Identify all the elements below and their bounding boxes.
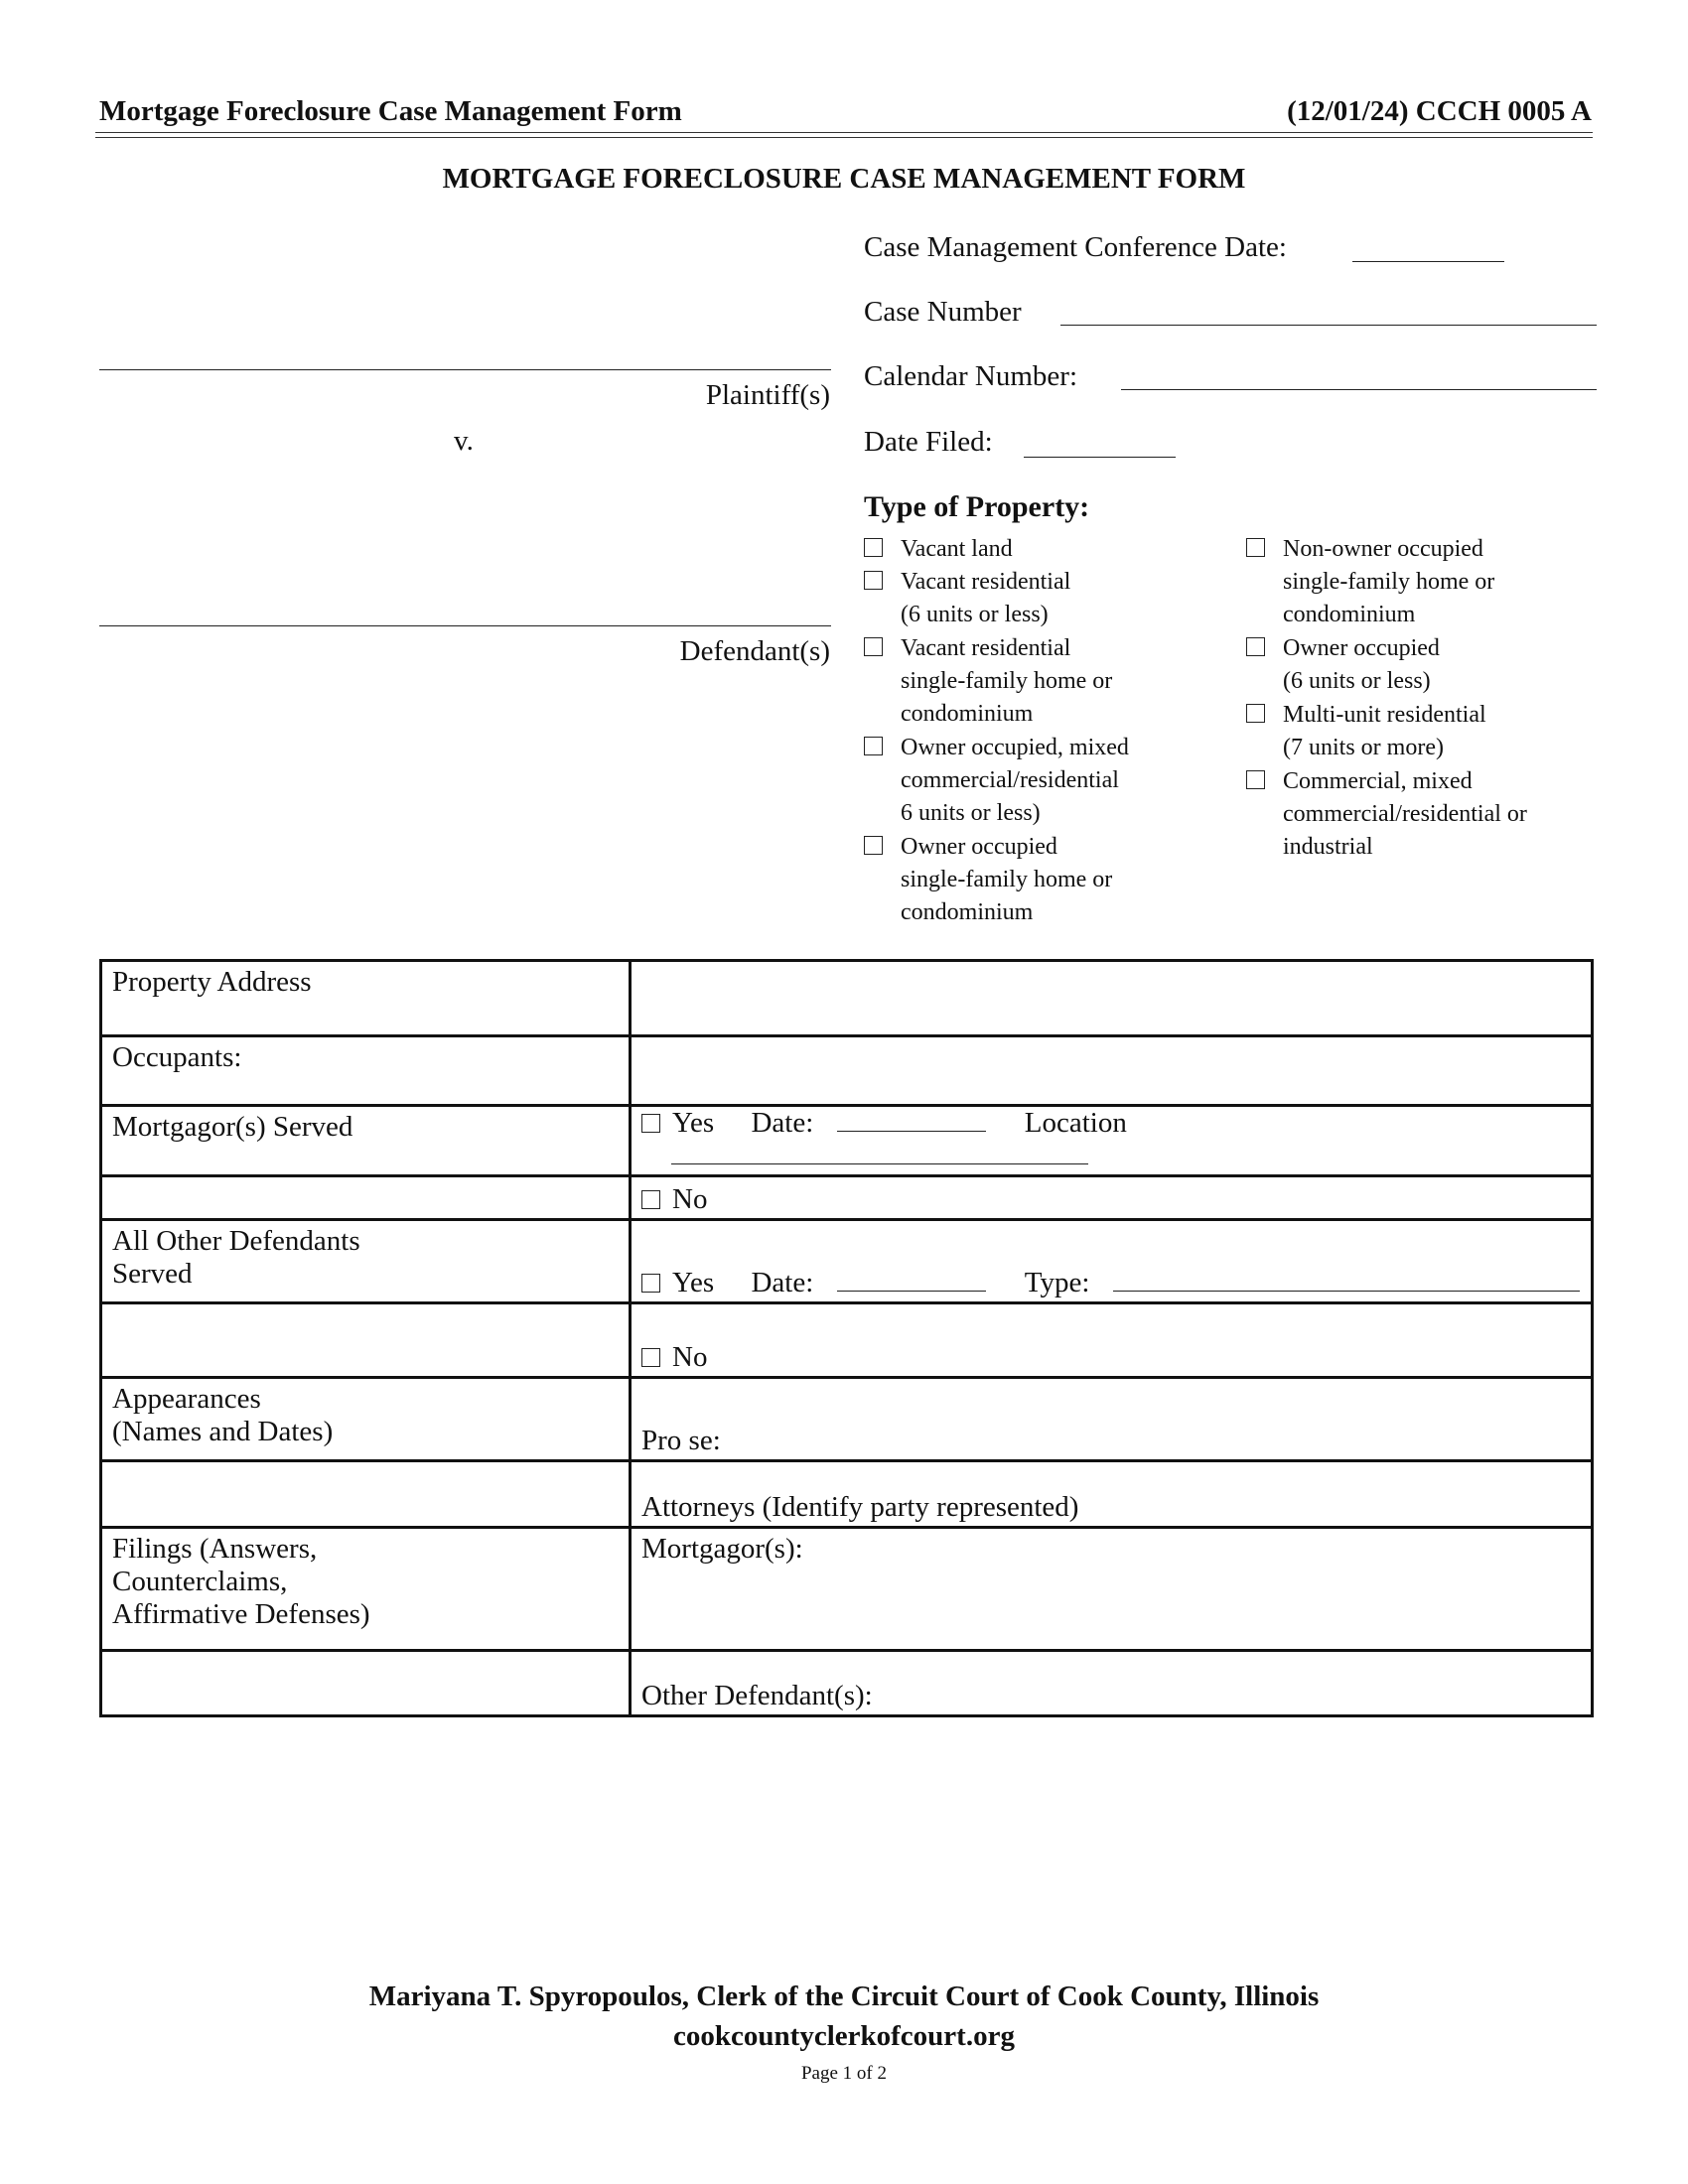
checkbox-box[interactable] [864, 737, 883, 755]
checkbox-box[interactable] [864, 538, 883, 557]
case-number-field[interactable] [1060, 325, 1597, 326]
plaintiff-label: Plaintiff(s) [705, 379, 830, 411]
conference-date-field[interactable] [1352, 261, 1504, 262]
header-rule [95, 132, 1593, 133]
option-line: Multi-unit residential [1283, 702, 1486, 728]
yes-label: Yes [672, 1107, 715, 1139]
option-line: commercial/residential or [1283, 801, 1527, 827]
option-line: (7 units or more) [1283, 735, 1444, 760]
table-row [101, 1528, 1593, 1651]
checkbox-box[interactable] [864, 571, 883, 590]
label-line: Served [112, 1258, 193, 1290]
date-filed-label: Date Filed: [864, 426, 993, 458]
conference-date-label: Case Management Conference Date: [864, 231, 1287, 263]
versus-label: v. [454, 425, 474, 457]
option-line: single-family home or [901, 668, 1113, 694]
yes-label: Yes [672, 1267, 715, 1298]
table-row [101, 1176, 1593, 1220]
option-line: industrial [1283, 834, 1373, 860]
mortgagors-served-label: Mortgagor(s) Served [101, 1106, 631, 1176]
table-row [101, 1303, 1593, 1378]
empty-cell [101, 1461, 631, 1528]
option-line: single-family home or [1283, 569, 1495, 595]
option-line: Vacant land [901, 536, 1013, 562]
appearances-label [101, 1378, 631, 1461]
other-defendants-yes-cell [631, 1220, 1593, 1303]
mortgagors-served-location-field[interactable] [671, 1142, 1088, 1164]
date-label: Date: [751, 1267, 814, 1298]
plaintiff-name-line[interactable] [99, 369, 831, 370]
defendant-label: Defendant(s) [679, 635, 830, 667]
option-line: condominium [901, 701, 1034, 727]
occupants-field[interactable] [631, 1036, 1593, 1106]
empty-cell [101, 1303, 631, 1378]
option-line: Owner occupied, mixed [901, 735, 1129, 760]
option-line: single-family home or [901, 867, 1113, 892]
other-defendants-filings-field[interactable]: Other Defendant(s): [631, 1651, 1593, 1716]
checkbox-mortgagors-yes[interactable] [641, 1114, 660, 1133]
mortgagors-served-no-cell [631, 1176, 1593, 1220]
occupants-label: Occupants: [101, 1036, 631, 1106]
table-row [101, 1036, 1593, 1106]
other-defendants-type-field[interactable] [1113, 1269, 1580, 1292]
case-number-label: Case Number [864, 296, 1022, 328]
pro-se-field[interactable]: Pro se: [631, 1378, 1593, 1461]
option-line: 6 units or less) [901, 800, 1041, 826]
label-line: Counterclaims, [112, 1566, 288, 1597]
label-line: (Names and Dates) [112, 1416, 334, 1447]
header-rule [95, 137, 1593, 138]
checkbox-mortgagors-no[interactable] [641, 1190, 660, 1209]
option-line: Owner occupied [901, 834, 1057, 860]
clerk-name: Mariyana T. Spyropoulos, Clerk of the Circuit Court of Cook County, Illinois [368, 1980, 1320, 2012]
option-line: (6 units or less) [1283, 668, 1431, 694]
table-row [101, 1651, 1593, 1716]
table-row [101, 1220, 1593, 1303]
label-line: Filings (Answers, [112, 1533, 318, 1565]
option-line: condominium [901, 899, 1034, 925]
calendar-number-field[interactable] [1121, 389, 1597, 390]
label-line: Affirmative Defenses) [112, 1598, 370, 1630]
property-address-label: Property Address [101, 961, 631, 1036]
table-row [101, 1378, 1593, 1461]
no-label: No [672, 1183, 708, 1215]
checkbox-box[interactable] [1246, 637, 1265, 656]
checkbox-other-defendants-no[interactable] [641, 1348, 660, 1367]
property-address-field[interactable] [631, 961, 1593, 1036]
form-code: (12/01/24) CCCH 0005 A [1287, 95, 1592, 127]
other-defendants-date-field[interactable] [837, 1269, 986, 1292]
table-row [101, 961, 1593, 1036]
defendant-name-line[interactable] [99, 625, 831, 626]
attorneys-field[interactable]: Attorneys (Identify party represented) [631, 1461, 1593, 1528]
label-line: All Other Defendants [112, 1225, 360, 1257]
checkbox-box[interactable] [1246, 770, 1265, 789]
calendar-number-label: Calendar Number: [864, 360, 1078, 392]
empty-cell [101, 1651, 631, 1716]
option-line: condominium [1283, 602, 1416, 627]
other-defendants-no-cell [631, 1303, 1593, 1378]
option-line: (6 units or less) [901, 602, 1049, 627]
table-row [101, 1461, 1593, 1528]
clerk-website[interactable]: cookcountyclerkofcourt.org [673, 2020, 1015, 2052]
page-title: MORTGAGE FORECLOSURE CASE MANAGEMENT FORM [442, 163, 1246, 195]
option-line: Non-owner occupied [1283, 536, 1483, 562]
date-label: Date: [751, 1107, 814, 1139]
option-line: Vacant residential [901, 635, 1071, 661]
option-line: Vacant residential [901, 569, 1071, 595]
option-line: Owner occupied [1283, 635, 1440, 661]
page-number: Page 1 of 2 [800, 2063, 887, 2084]
checkbox-box[interactable] [864, 836, 883, 855]
checkbox-box[interactable] [1246, 704, 1265, 723]
form-header-title: Mortgage Foreclosure Case Management Form [99, 95, 682, 127]
checkbox-box[interactable] [1246, 538, 1265, 557]
checkbox-other-defendants-yes[interactable] [641, 1274, 660, 1293]
date-filed-field[interactable] [1024, 457, 1176, 458]
location-label: Location [1024, 1107, 1127, 1139]
case-details-table [99, 959, 1594, 1717]
property-type-heading: Type of Property: [864, 490, 1090, 523]
table-row [101, 1106, 1593, 1176]
option-line: commercial/residential [901, 767, 1119, 793]
label-line: Appearances [112, 1383, 261, 1415]
mortgagors-served-date-field[interactable] [837, 1109, 986, 1132]
mortgagors-filings-field[interactable]: Mortgagor(s): [631, 1528, 1593, 1651]
empty-cell [101, 1176, 631, 1220]
option-line: Commercial, mixed [1283, 768, 1473, 794]
all-other-defendants-label [101, 1220, 631, 1303]
checkbox-box[interactable] [864, 637, 883, 656]
no-label: No [672, 1341, 708, 1373]
filings-label [101, 1528, 631, 1651]
type-label: Type: [1024, 1267, 1090, 1298]
mortgagors-served-yes-cell [631, 1106, 1593, 1176]
